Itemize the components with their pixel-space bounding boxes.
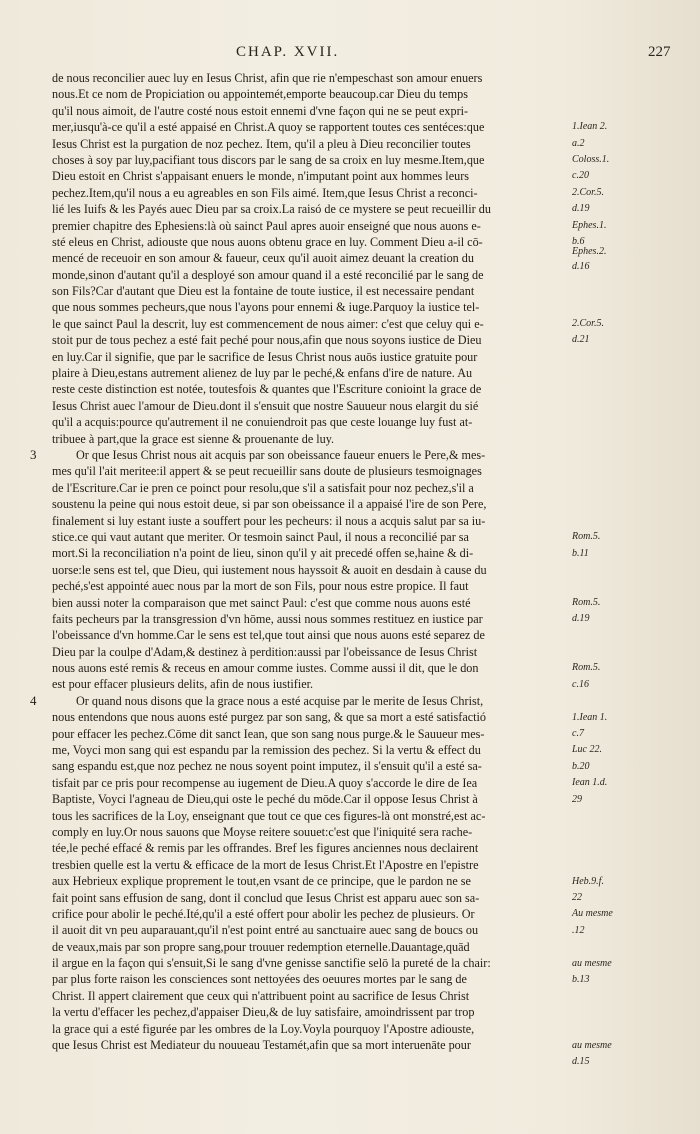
section-number: 3 [30, 446, 37, 462]
text-line: de veaux,mais par son propre sang,pour trouuer redemption eternelle.Dauantage,quād [52, 939, 470, 954]
text-line: Iesus Christ est la purgation de noz pechez. Item, qu'il a pleu à Dieu reconcilier toutes [52, 136, 471, 151]
margin-reference: Ephes.1. [572, 219, 607, 231]
text-line: en luy.Car il signifie, que par le sacrifice de Iesus Christ nous auōs iustice gratuite pour [52, 349, 478, 364]
text-line: comply en luy.Or nous sauons que Moyse reitere souuet:c'est que l'iniquité sera rache- [52, 824, 473, 839]
text-line: que nous sommes pecheurs,que nous l'ayons pour ennemi & iuge.Parquoy la iustice tel- [52, 300, 480, 315]
text-line: sang espandu est,que noz pechez ne nous soyent point imputez, il s'ensuit qu'il a esté sa- [52, 759, 482, 774]
margin-reference: d.15 [572, 1056, 590, 1067]
margin-reference: d.19 [572, 203, 590, 215]
text-line: aux Hebrieux explique proprement le tout,en vsant de ce principe, que le pardon ne se [52, 874, 471, 889]
text-line: soustenu la peine qui nous estoit deue, si par son obeissance il a appaisé l'ire de son Pere, [52, 497, 487, 512]
margin-reference: Rom.5. [572, 662, 601, 674]
margin-reference: d.19 [572, 613, 590, 625]
text-line: de nous reconcilier auec luy en Iesus Christ, afin que rie n'empeschast son amour enuers [52, 71, 483, 85]
text-line: tribuee à part,que la grace est sienne & prouenante de luy. [52, 431, 335, 446]
margin-reference: Au mesme [572, 908, 613, 920]
text-line: mer,iusqu'à-ce qu'il a esté appaisé en Christ.A quoy se rapportent toutes ces sentéces:que [52, 120, 485, 135]
text-line: la vertu d'effacer les pechez,d'appaiser Dieu,& de luy satisfaire, amoindrissent par trop [52, 1005, 475, 1020]
text-line: Dieu estoit en Christ s'appaisant enuers le monde, n'imputant point aux hommes leurs [52, 169, 469, 184]
text-line: Baptiste, Voyci l'agneau de Dieu,qui oste le peché du mōde.Car il oppose Iesus Christ à [52, 792, 478, 807]
page-number: 227 [648, 44, 671, 60]
text-line: mes qu'il l'ait meritee:il appert & se peut recueillir sans doute de plusieurs tesmoignages [52, 464, 482, 479]
margin-reference: .12 [572, 924, 585, 936]
text-line: pour effacer les pechez.Cōme dit sanct Iean, que son sang nous purge.& le Sauueur mes- [52, 726, 485, 741]
text-line: il auoit dit vn peu auparauant,qu'il n'est point entré au sanctuaire auec sang de boucs ou [52, 923, 479, 938]
text-line: monde,sinon d'autant qu'il a desployé son amour quand il a esté reconcilié par le sang de [52, 267, 484, 282]
margin-reference: b.13 [572, 974, 590, 985]
margin-reference: Heb.9.f. [572, 875, 604, 887]
margin-reference: d.21 [572, 334, 590, 346]
text-line: me, Voyci mon sang qui est espandu par la remission des pechez. Si la vertu & effect du [52, 743, 481, 758]
margin-reference: c.20 [572, 170, 589, 182]
text-line: premier chapitre des Ephesiens:là où sainct Paul apres auoir enseigné que nous auons e- [52, 218, 481, 233]
margin-reference: au mesme [572, 1039, 612, 1051]
body-text [30, 70, 572, 1053]
margin-reference: Coloss.1. [572, 154, 610, 165]
margin-reference: b.11 [572, 547, 589, 559]
text-line: Dieu par la coulpe d'Adam,& destinez à perdition:aussi par l'obeissance de Iesus Christ [52, 644, 478, 659]
text-line: nous entendons que nous auons esté purgez par son sang, & que sa mort a esté satisfactió [52, 710, 487, 725]
text-line: reste ceste distinction est notée, toutesfois & quantes que l'Escriture conioint la grace de [52, 382, 482, 397]
text-line: faits pecheurs par la transgression d'vn hōme, aussi nous sommes restituez en iustice par [52, 611, 483, 626]
margin-reference: Rom.5. [572, 531, 601, 543]
text-line: uorse:le sens est tel, que Dieu, qui iustement nous hayssoit & auoit en desdain à cause du [52, 562, 487, 577]
margin-reference: b.20 [572, 760, 590, 772]
margin-reference: 1.Iean 1. [572, 711, 608, 723]
text-line: 4 Or quand nous disons que la grace nous a esté acquise par le merite de Iesus Christ, [30, 692, 484, 708]
text-line: plaire à Dieu,estans autrement alienez de luy par le peché,& enfans d'ire de nature. Au [52, 366, 473, 381]
margin-reference: c.7 [572, 728, 584, 739]
text-line: son Fils?Car d'autant que Dieu est la fontaine de toute iustice, il est necessaire pendant [52, 284, 475, 299]
text-line: 3 Or que Iesus Christ nous ait acquis par son obeissance faueur enuers le Pere,& mes- [30, 446, 486, 462]
text-line: par plus forte raison les consciences sont nettoyées des oeuures mortes par le sang de [52, 972, 467, 987]
page-header [0, 44, 700, 68]
text-line: est pour effacer plusieurs delits, afin de nous iustifier. [52, 677, 314, 692]
text-line: pechez.Item,qu'il nous a eu agreables en son Fils aimé. Item,que Iesus Christ a reconci- [52, 185, 478, 200]
text-line: tous les sacrifices de la Loy, enseignant que tout ce que ces figures-là ont monstré,est ac- [52, 808, 486, 823]
margin-reference: Rom.5. [572, 596, 601, 608]
text-line: de l'Escriture.Car ie pren ce poinct pour resolu,que s'il a satisfait pour noz pechez,s'il a [52, 480, 474, 495]
running-title: CHAP. XVII. [236, 44, 340, 60]
text-line: Christ. Il appert clairement que ceux qui n'attribuent point au sacrifice de Iesus Christ [52, 988, 470, 1003]
margin-reference: 2.Cor.5. [572, 318, 604, 329]
text-line: bien aussi noter la comparaison que met sainct Paul: c'est que comme nous auons esté [52, 595, 471, 610]
text-line: nous auons esté remis & receus en amour comme iustes. Comme aussi il dit, que le don [52, 661, 479, 676]
margin-reference: d.16 [572, 260, 590, 272]
text-line: lié les Iuifs & les Payés auec Dieu par sa croix.La raisó de ce mystere se peut recueillir du [52, 202, 491, 217]
text-line: tresbien quelle est la vertu & efficace de la mort de Iesus Christ.Et l'Apostre en l'epistre [52, 857, 479, 872]
text-line: qu'il nous aimoit, de l'autre costé nous estoit ennemi d'vne façon qui ne se peut expri- [52, 103, 469, 118]
text-line: peché,s'est appointé auec nous par la mort de son Fils, pour nous estre propice. Il faut [52, 579, 469, 594]
margin-reference: 2.Cor.5. [572, 186, 604, 198]
text-line: choses à soy par luy,pacifiant tous discors par le sang de sa croix en luy mesme.Item,que [52, 152, 485, 167]
margin-reference: 22 [572, 892, 582, 903]
section-number: 4 [30, 692, 37, 708]
margin-reference: c.16 [572, 678, 589, 690]
text-line: sté eleus en Christ, adiouste que nous auons obtenu grace en luy. Comment Dieu a-il cō- [52, 234, 483, 249]
text-line: stice.ce qui vaut autant que meriter. Or tesmoin sainct Paul, il nous a reconcilié par sa [52, 529, 469, 544]
margin-reference: Iean 1.d. [572, 777, 608, 789]
text-line: le que sainct Paul la descrit, luy est commencement de nous aimer: c'est que celuy qui e- [52, 316, 484, 331]
margin-reference: Luc 22. [572, 744, 602, 756]
text-line: Iesus Christ auec l'amour de Dieu.dont il s'ensuit que nostre Sauueur nous elargit du sié [52, 398, 479, 413]
text-line: stoit pur de tous pechez a esté fait peché pour nous,afin que nous soyons iustice de Dieu [52, 333, 482, 348]
text-line: mencé de receuoir en son amour & faueur, ceux qu'il auoit aimez deuant la creation du [52, 251, 474, 266]
text-line: que Iesus Christ est Mediateur du nouueau Testamét,afin que sa mort interuenāte pour [52, 1038, 471, 1053]
text-line: mort.Si la reconciliation n'a point de lieu, sinon qu'il y ait precedé offen se,haine & di- [52, 546, 474, 561]
margin-reference: 29 [572, 793, 582, 805]
text-line: crifice pour abolir le peché.Ité,qu'il a esté offert pour abolir les pechez de plusieurs. Or [52, 906, 475, 921]
text-line: finalement si luy estant iuste a souffert pour les pecheurs: il nous a acquis salut par sa iu- [52, 513, 486, 528]
text-line: fait point sans effusion de sang, dont il conclud que Iesus Christ est apparu auec son sa- [52, 890, 480, 905]
text-line: qu'il a acquis:pource qu'autrement il ne conuiendroit pas que ceste louange luy fust at- [52, 415, 473, 430]
margin-reference: 1.Iean 2. [572, 121, 608, 133]
margin-reference: b.6 [572, 236, 585, 247]
text-line: l'obeissance d'vn homme.Car le sens est tel,que tout ainsi que nous auons esté separez de [52, 628, 485, 643]
margin-reference: Ephes.2. [572, 245, 607, 257]
text-line: la grace qui a esté figurée par les ombres de la Loy.Voyla pourquoy l'Apostre adiouste, [52, 1021, 475, 1036]
text-line: il argue en la façon qui s'ensuit,Si le sang d'vne genisse sanctifie selō la pureté de la chair: [52, 956, 491, 971]
text-line: nous.Et ce nom de Propiciation ou appointemét,emporte beaucoup.car Dieu du temps [52, 87, 468, 102]
margin-reference: au mesme [572, 957, 612, 969]
text-line: tée,le peché effacé & remis par les offrandes. Bref les figures anciennes nous declairent [52, 841, 479, 856]
text-line: tisfait par ce pris pour recompense au iugement de Dieu.A quoy s'accorde le dire de Iea [52, 775, 478, 790]
margin-reference: a.2 [572, 137, 585, 149]
